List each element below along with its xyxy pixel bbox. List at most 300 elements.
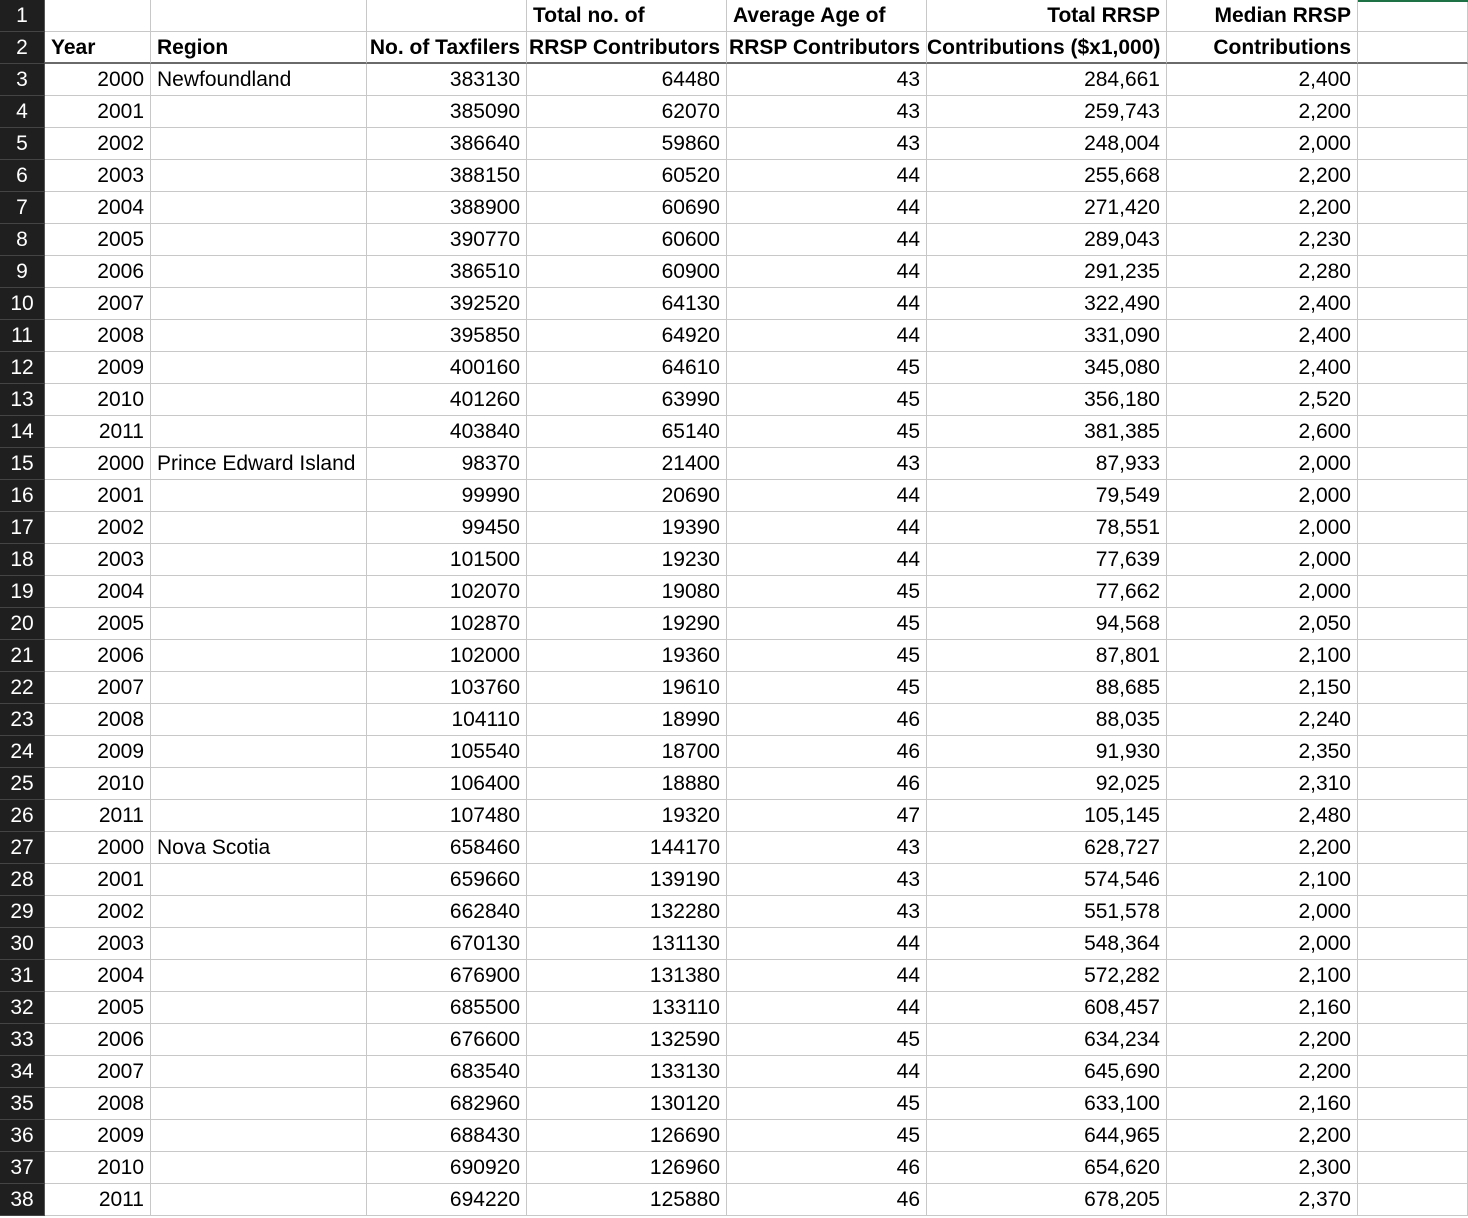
avg-age-cell[interactable]: 46 bbox=[727, 736, 927, 768]
region-cell[interactable] bbox=[151, 384, 367, 416]
total-contributions-cell[interactable]: 331,090 bbox=[927, 320, 1167, 352]
region-cell[interactable] bbox=[151, 992, 367, 1024]
region-cell[interactable] bbox=[151, 704, 367, 736]
avg-age-cell[interactable]: 44 bbox=[727, 960, 927, 992]
row-header[interactable]: 7 bbox=[0, 192, 45, 224]
median-contribution-cell[interactable]: 2,300 bbox=[1167, 1152, 1358, 1184]
header-total-rrsp-top[interactable]: Total RRSP bbox=[927, 0, 1167, 32]
avg-age-cell[interactable]: 44 bbox=[727, 928, 927, 960]
avg-age-cell[interactable]: 45 bbox=[727, 352, 927, 384]
region-cell[interactable] bbox=[151, 416, 367, 448]
total-contributions-cell[interactable]: 645,690 bbox=[927, 1056, 1167, 1088]
total-contributions-cell[interactable]: 345,080 bbox=[927, 352, 1167, 384]
year-cell[interactable]: 2008 bbox=[45, 1088, 151, 1120]
taxfilers-cell[interactable]: 683540 bbox=[367, 1056, 527, 1088]
taxfilers-cell[interactable]: 685500 bbox=[367, 992, 527, 1024]
cell[interactable] bbox=[1358, 1056, 1468, 1088]
total-contributions-cell[interactable]: 644,965 bbox=[927, 1120, 1167, 1152]
total-contributions-cell[interactable]: 255,668 bbox=[927, 160, 1167, 192]
taxfilers-cell[interactable]: 107480 bbox=[367, 800, 527, 832]
contributors-cell[interactable]: 21400 bbox=[527, 448, 727, 480]
year-cell[interactable]: 2006 bbox=[45, 1024, 151, 1056]
median-contribution-cell[interactable]: 2,480 bbox=[1167, 800, 1358, 832]
contributors-cell[interactable]: 19290 bbox=[527, 608, 727, 640]
cell[interactable] bbox=[1358, 800, 1468, 832]
median-contribution-cell[interactable]: 2,100 bbox=[1167, 864, 1358, 896]
cell[interactable] bbox=[1358, 1120, 1468, 1152]
year-cell[interactable]: 2007 bbox=[45, 672, 151, 704]
contributors-cell[interactable]: 19080 bbox=[527, 576, 727, 608]
contributors-cell[interactable]: 131130 bbox=[527, 928, 727, 960]
avg-age-cell[interactable]: 45 bbox=[727, 608, 927, 640]
contributors-cell[interactable]: 144170 bbox=[527, 832, 727, 864]
total-contributions-cell[interactable]: 289,043 bbox=[927, 224, 1167, 256]
taxfilers-cell[interactable]: 682960 bbox=[367, 1088, 527, 1120]
cell[interactable] bbox=[1358, 480, 1468, 512]
cell[interactable] bbox=[1358, 640, 1468, 672]
total-contributions-cell[interactable]: 574,546 bbox=[927, 864, 1167, 896]
median-contribution-cell[interactable]: 2,400 bbox=[1167, 320, 1358, 352]
cell[interactable] bbox=[1358, 224, 1468, 256]
cell[interactable] bbox=[367, 0, 527, 32]
contributors-cell[interactable]: 130120 bbox=[527, 1088, 727, 1120]
taxfilers-cell[interactable]: 106400 bbox=[367, 768, 527, 800]
row-header[interactable]: 30 bbox=[0, 928, 45, 960]
median-contribution-cell[interactable]: 2,000 bbox=[1167, 928, 1358, 960]
cell[interactable] bbox=[1358, 736, 1468, 768]
year-cell[interactable]: 2002 bbox=[45, 896, 151, 928]
total-contributions-cell[interactable]: 678,205 bbox=[927, 1184, 1167, 1216]
median-contribution-cell[interactable]: 2,230 bbox=[1167, 224, 1358, 256]
total-contributions-cell[interactable]: 608,457 bbox=[927, 992, 1167, 1024]
row-header[interactable]: 33 bbox=[0, 1024, 45, 1056]
cell[interactable] bbox=[1358, 128, 1468, 160]
header-total-contributors-top[interactable]: Total no. of bbox=[527, 0, 727, 32]
cell[interactable] bbox=[1358, 896, 1468, 928]
median-contribution-cell[interactable]: 2,000 bbox=[1167, 480, 1358, 512]
contributors-cell[interactable]: 59860 bbox=[527, 128, 727, 160]
year-cell[interactable]: 2004 bbox=[45, 960, 151, 992]
year-cell[interactable]: 2011 bbox=[45, 416, 151, 448]
header-median-rrsp-top[interactable]: Median RRSP bbox=[1167, 0, 1358, 32]
row-header[interactable]: 3 bbox=[0, 64, 45, 96]
total-contributions-cell[interactable]: 271,420 bbox=[927, 192, 1167, 224]
cell[interactable] bbox=[1358, 864, 1468, 896]
avg-age-cell[interactable]: 44 bbox=[727, 224, 927, 256]
region-cell[interactable] bbox=[151, 160, 367, 192]
contributors-cell[interactable]: 20690 bbox=[527, 480, 727, 512]
total-contributions-cell[interactable]: 248,004 bbox=[927, 128, 1167, 160]
contributors-cell[interactable]: 133110 bbox=[527, 992, 727, 1024]
median-contribution-cell[interactable]: 2,000 bbox=[1167, 896, 1358, 928]
header-avg-age[interactable]: RRSP Contributors bbox=[727, 32, 927, 64]
taxfilers-cell[interactable]: 383130 bbox=[367, 64, 527, 96]
taxfilers-cell[interactable]: 105540 bbox=[367, 736, 527, 768]
taxfilers-cell[interactable]: 676900 bbox=[367, 960, 527, 992]
avg-age-cell[interactable]: 44 bbox=[727, 480, 927, 512]
avg-age-cell[interactable]: 45 bbox=[727, 1088, 927, 1120]
contributors-cell[interactable]: 131380 bbox=[527, 960, 727, 992]
header-median-rrsp[interactable]: Contributions bbox=[1167, 32, 1358, 64]
median-contribution-cell[interactable]: 2,000 bbox=[1167, 128, 1358, 160]
cell[interactable] bbox=[1358, 1024, 1468, 1056]
total-contributions-cell[interactable]: 628,727 bbox=[927, 832, 1167, 864]
median-contribution-cell[interactable]: 2,050 bbox=[1167, 608, 1358, 640]
contributors-cell[interactable]: 18700 bbox=[527, 736, 727, 768]
avg-age-cell[interactable]: 44 bbox=[727, 512, 927, 544]
total-contributions-cell[interactable]: 77,662 bbox=[927, 576, 1167, 608]
region-cell[interactable] bbox=[151, 768, 367, 800]
row-header[interactable]: 8 bbox=[0, 224, 45, 256]
header-total-contributors[interactable]: RRSP Contributors bbox=[527, 32, 727, 64]
cell[interactable] bbox=[1358, 544, 1468, 576]
row-header[interactable]: 29 bbox=[0, 896, 45, 928]
avg-age-cell[interactable]: 47 bbox=[727, 800, 927, 832]
region-cell[interactable] bbox=[151, 1088, 367, 1120]
year-cell[interactable]: 2006 bbox=[45, 640, 151, 672]
median-contribution-cell[interactable]: 2,240 bbox=[1167, 704, 1358, 736]
total-contributions-cell[interactable]: 548,364 bbox=[927, 928, 1167, 960]
cell[interactable] bbox=[1358, 384, 1468, 416]
row-header[interactable]: 14 bbox=[0, 416, 45, 448]
median-contribution-cell[interactable]: 2,100 bbox=[1167, 960, 1358, 992]
taxfilers-cell[interactable]: 670130 bbox=[367, 928, 527, 960]
cell[interactable] bbox=[1358, 608, 1468, 640]
taxfilers-cell[interactable]: 101500 bbox=[367, 544, 527, 576]
cell[interactable] bbox=[1358, 416, 1468, 448]
row-header[interactable]: 16 bbox=[0, 480, 45, 512]
cell[interactable] bbox=[1358, 64, 1468, 96]
year-cell[interactable]: 2000 bbox=[45, 448, 151, 480]
contributors-cell[interactable]: 132590 bbox=[527, 1024, 727, 1056]
avg-age-cell[interactable]: 43 bbox=[727, 448, 927, 480]
region-cell[interactable] bbox=[151, 128, 367, 160]
cell[interactable] bbox=[45, 0, 151, 32]
cell[interactable] bbox=[1358, 704, 1468, 736]
total-contributions-cell[interactable]: 572,282 bbox=[927, 960, 1167, 992]
row-header[interactable]: 36 bbox=[0, 1120, 45, 1152]
row-header[interactable]: 28 bbox=[0, 864, 45, 896]
year-cell[interactable]: 2005 bbox=[45, 992, 151, 1024]
row-header[interactable]: 15 bbox=[0, 448, 45, 480]
median-contribution-cell[interactable]: 2,400 bbox=[1167, 352, 1358, 384]
year-cell[interactable]: 2003 bbox=[45, 160, 151, 192]
avg-age-cell[interactable]: 43 bbox=[727, 96, 927, 128]
taxfilers-cell[interactable]: 388150 bbox=[367, 160, 527, 192]
taxfilers-cell[interactable]: 403840 bbox=[367, 416, 527, 448]
contributors-cell[interactable]: 60900 bbox=[527, 256, 727, 288]
region-cell[interactable] bbox=[151, 1184, 367, 1216]
cell[interactable] bbox=[1358, 320, 1468, 352]
year-cell[interactable]: 2007 bbox=[45, 288, 151, 320]
avg-age-cell[interactable]: 43 bbox=[727, 864, 927, 896]
year-cell[interactable]: 2001 bbox=[45, 480, 151, 512]
region-cell[interactable] bbox=[151, 576, 367, 608]
median-contribution-cell[interactable]: 2,200 bbox=[1167, 160, 1358, 192]
avg-age-cell[interactable]: 45 bbox=[727, 672, 927, 704]
contributors-cell[interactable]: 132280 bbox=[527, 896, 727, 928]
header-avg-age-top[interactable]: Average Age of bbox=[727, 0, 927, 32]
row-header[interactable]: 22 bbox=[0, 672, 45, 704]
row-header[interactable]: 18 bbox=[0, 544, 45, 576]
median-contribution-cell[interactable]: 2,200 bbox=[1167, 1056, 1358, 1088]
header-taxfilers[interactable]: No. of Taxfilers bbox=[367, 32, 527, 64]
cell[interactable] bbox=[1358, 1152, 1468, 1184]
total-contributions-cell[interactable]: 88,685 bbox=[927, 672, 1167, 704]
taxfilers-cell[interactable]: 102070 bbox=[367, 576, 527, 608]
region-cell[interactable] bbox=[151, 1120, 367, 1152]
avg-age-cell[interactable]: 43 bbox=[727, 128, 927, 160]
contributors-cell[interactable]: 64610 bbox=[527, 352, 727, 384]
year-cell[interactable]: 2001 bbox=[45, 96, 151, 128]
total-contributions-cell[interactable]: 654,620 bbox=[927, 1152, 1167, 1184]
row-header[interactable]: 25 bbox=[0, 768, 45, 800]
taxfilers-cell[interactable]: 395850 bbox=[367, 320, 527, 352]
year-cell[interactable]: 2000 bbox=[45, 832, 151, 864]
year-cell[interactable]: 2010 bbox=[45, 768, 151, 800]
header-region[interactable]: Region bbox=[151, 32, 367, 64]
taxfilers-cell[interactable]: 385090 bbox=[367, 96, 527, 128]
contributors-cell[interactable]: 19320 bbox=[527, 800, 727, 832]
year-cell[interactable]: 2011 bbox=[45, 1184, 151, 1216]
total-contributions-cell[interactable]: 284,661 bbox=[927, 64, 1167, 96]
row-header[interactable]: 4 bbox=[0, 96, 45, 128]
region-cell[interactable] bbox=[151, 608, 367, 640]
taxfilers-cell[interactable]: 658460 bbox=[367, 832, 527, 864]
contributors-cell[interactable]: 125880 bbox=[527, 1184, 727, 1216]
median-contribution-cell[interactable]: 2,600 bbox=[1167, 416, 1358, 448]
year-cell[interactable]: 2003 bbox=[45, 544, 151, 576]
cell[interactable] bbox=[1358, 448, 1468, 480]
region-cell[interactable] bbox=[151, 480, 367, 512]
contributors-cell[interactable]: 19610 bbox=[527, 672, 727, 704]
cell[interactable] bbox=[1358, 256, 1468, 288]
row-header[interactable]: 6 bbox=[0, 160, 45, 192]
median-contribution-cell[interactable]: 2,160 bbox=[1167, 992, 1358, 1024]
region-cell[interactable]: Prince Edward Island bbox=[151, 448, 367, 480]
region-cell[interactable] bbox=[151, 192, 367, 224]
contributors-cell[interactable]: 19230 bbox=[527, 544, 727, 576]
total-contributions-cell[interactable]: 78,551 bbox=[927, 512, 1167, 544]
avg-age-cell[interactable]: 46 bbox=[727, 1184, 927, 1216]
row-header[interactable]: 26 bbox=[0, 800, 45, 832]
avg-age-cell[interactable]: 46 bbox=[727, 768, 927, 800]
region-cell[interactable] bbox=[151, 320, 367, 352]
avg-age-cell[interactable]: 43 bbox=[727, 832, 927, 864]
median-contribution-cell[interactable]: 2,100 bbox=[1167, 640, 1358, 672]
contributors-cell[interactable]: 19390 bbox=[527, 512, 727, 544]
region-cell[interactable] bbox=[151, 640, 367, 672]
total-contributions-cell[interactable]: 105,145 bbox=[927, 800, 1167, 832]
region-cell[interactable] bbox=[151, 256, 367, 288]
year-cell[interactable]: 2011 bbox=[45, 800, 151, 832]
year-cell[interactable]: 2009 bbox=[45, 1120, 151, 1152]
year-cell[interactable]: 2004 bbox=[45, 192, 151, 224]
row-header[interactable]: 24 bbox=[0, 736, 45, 768]
row-header[interactable]: 11 bbox=[0, 320, 45, 352]
contributors-cell[interactable]: 126960 bbox=[527, 1152, 727, 1184]
taxfilers-cell[interactable]: 102000 bbox=[367, 640, 527, 672]
region-cell[interactable] bbox=[151, 864, 367, 896]
year-cell[interactable]: 2005 bbox=[45, 224, 151, 256]
median-contribution-cell[interactable]: 2,310 bbox=[1167, 768, 1358, 800]
taxfilers-cell[interactable]: 390770 bbox=[367, 224, 527, 256]
avg-age-cell[interactable]: 44 bbox=[727, 160, 927, 192]
cell[interactable] bbox=[1358, 960, 1468, 992]
taxfilers-cell[interactable]: 386510 bbox=[367, 256, 527, 288]
region-cell[interactable] bbox=[151, 288, 367, 320]
contributors-cell[interactable]: 18880 bbox=[527, 768, 727, 800]
year-cell[interactable]: 2009 bbox=[45, 352, 151, 384]
median-contribution-cell[interactable]: 2,200 bbox=[1167, 1024, 1358, 1056]
median-contribution-cell[interactable]: 2,280 bbox=[1167, 256, 1358, 288]
region-cell[interactable] bbox=[151, 512, 367, 544]
cell[interactable] bbox=[1358, 96, 1468, 128]
cell[interactable] bbox=[1358, 576, 1468, 608]
taxfilers-cell[interactable]: 676600 bbox=[367, 1024, 527, 1056]
year-cell[interactable]: 2008 bbox=[45, 704, 151, 736]
header-year[interactable]: Year bbox=[45, 32, 151, 64]
cell[interactable] bbox=[1358, 192, 1468, 224]
cell[interactable] bbox=[1358, 928, 1468, 960]
median-contribution-cell[interactable]: 2,200 bbox=[1167, 96, 1358, 128]
taxfilers-cell[interactable]: 662840 bbox=[367, 896, 527, 928]
total-contributions-cell[interactable]: 634,234 bbox=[927, 1024, 1167, 1056]
row-header[interactable]: 34 bbox=[0, 1056, 45, 1088]
contributors-cell[interactable]: 60520 bbox=[527, 160, 727, 192]
total-contributions-cell[interactable]: 551,578 bbox=[927, 896, 1167, 928]
cell[interactable] bbox=[151, 0, 367, 32]
header-total-rrsp[interactable]: Contributions ($x1,000) bbox=[927, 32, 1167, 64]
region-cell[interactable] bbox=[151, 1152, 367, 1184]
cell[interactable] bbox=[1358, 288, 1468, 320]
avg-age-cell[interactable]: 44 bbox=[727, 992, 927, 1024]
region-cell[interactable] bbox=[151, 672, 367, 704]
year-cell[interactable]: 2008 bbox=[45, 320, 151, 352]
median-contribution-cell[interactable]: 2,000 bbox=[1167, 512, 1358, 544]
cell[interactable] bbox=[1358, 672, 1468, 704]
year-cell[interactable]: 2003 bbox=[45, 928, 151, 960]
region-cell[interactable] bbox=[151, 960, 367, 992]
region-cell[interactable] bbox=[151, 96, 367, 128]
row-header[interactable]: 13 bbox=[0, 384, 45, 416]
total-contributions-cell[interactable]: 381,385 bbox=[927, 416, 1167, 448]
year-cell[interactable]: 2002 bbox=[45, 512, 151, 544]
avg-age-cell[interactable]: 43 bbox=[727, 64, 927, 96]
taxfilers-cell[interactable]: 400160 bbox=[367, 352, 527, 384]
contributors-cell[interactable]: 64920 bbox=[527, 320, 727, 352]
total-contributions-cell[interactable]: 91,930 bbox=[927, 736, 1167, 768]
row-header[interactable]: 31 bbox=[0, 960, 45, 992]
avg-age-cell[interactable]: 44 bbox=[727, 256, 927, 288]
taxfilers-cell[interactable]: 392520 bbox=[367, 288, 527, 320]
year-cell[interactable]: 2004 bbox=[45, 576, 151, 608]
contributors-cell[interactable]: 18990 bbox=[527, 704, 727, 736]
contributors-cell[interactable]: 62070 bbox=[527, 96, 727, 128]
total-contributions-cell[interactable]: 633,100 bbox=[927, 1088, 1167, 1120]
region-cell[interactable]: Nova Scotia bbox=[151, 832, 367, 864]
median-contribution-cell[interactable]: 2,200 bbox=[1167, 832, 1358, 864]
row-header[interactable]: 10 bbox=[0, 288, 45, 320]
median-contribution-cell[interactable]: 2,150 bbox=[1167, 672, 1358, 704]
year-cell[interactable]: 2001 bbox=[45, 864, 151, 896]
median-contribution-cell[interactable]: 2,000 bbox=[1167, 448, 1358, 480]
taxfilers-cell[interactable]: 688430 bbox=[367, 1120, 527, 1152]
region-cell[interactable] bbox=[151, 1024, 367, 1056]
median-contribution-cell[interactable]: 2,400 bbox=[1167, 64, 1358, 96]
row-header[interactable]: 17 bbox=[0, 512, 45, 544]
avg-age-cell[interactable]: 43 bbox=[727, 896, 927, 928]
year-cell[interactable]: 2005 bbox=[45, 608, 151, 640]
avg-age-cell[interactable]: 44 bbox=[727, 320, 927, 352]
year-cell[interactable]: 2010 bbox=[45, 1152, 151, 1184]
contributors-cell[interactable]: 126690 bbox=[527, 1120, 727, 1152]
year-cell[interactable]: 2002 bbox=[45, 128, 151, 160]
avg-age-cell[interactable]: 44 bbox=[727, 192, 927, 224]
median-contribution-cell[interactable]: 2,000 bbox=[1167, 576, 1358, 608]
total-contributions-cell[interactable]: 322,490 bbox=[927, 288, 1167, 320]
total-contributions-cell[interactable]: 87,801 bbox=[927, 640, 1167, 672]
total-contributions-cell[interactable]: 88,035 bbox=[927, 704, 1167, 736]
contributors-cell[interactable]: 64130 bbox=[527, 288, 727, 320]
avg-age-cell[interactable]: 44 bbox=[727, 288, 927, 320]
cell[interactable] bbox=[1358, 352, 1468, 384]
region-cell[interactable] bbox=[151, 800, 367, 832]
row-header[interactable]: 12 bbox=[0, 352, 45, 384]
avg-age-cell[interactable]: 45 bbox=[727, 384, 927, 416]
region-cell[interactable] bbox=[151, 736, 367, 768]
taxfilers-cell[interactable]: 690920 bbox=[367, 1152, 527, 1184]
avg-age-cell[interactable]: 45 bbox=[727, 640, 927, 672]
row-header[interactable]: 23 bbox=[0, 704, 45, 736]
contributors-cell[interactable]: 139190 bbox=[527, 864, 727, 896]
row-header[interactable]: 38 bbox=[0, 1184, 45, 1216]
contributors-cell[interactable]: 19360 bbox=[527, 640, 727, 672]
row-header[interactable]: 1 bbox=[0, 0, 45, 32]
contributors-cell[interactable]: 133130 bbox=[527, 1056, 727, 1088]
median-contribution-cell[interactable]: 2,160 bbox=[1167, 1088, 1358, 1120]
avg-age-cell[interactable]: 45 bbox=[727, 1120, 927, 1152]
row-header[interactable]: 32 bbox=[0, 992, 45, 1024]
row-header[interactable]: 37 bbox=[0, 1152, 45, 1184]
row-header[interactable]: 20 bbox=[0, 608, 45, 640]
region-cell[interactable] bbox=[151, 224, 367, 256]
year-cell[interactable]: 2006 bbox=[45, 256, 151, 288]
median-contribution-cell[interactable]: 2,350 bbox=[1167, 736, 1358, 768]
cell[interactable] bbox=[1358, 1088, 1468, 1120]
taxfilers-cell[interactable]: 103760 bbox=[367, 672, 527, 704]
year-cell[interactable]: 2009 bbox=[45, 736, 151, 768]
taxfilers-cell[interactable]: 102870 bbox=[367, 608, 527, 640]
median-contribution-cell[interactable]: 2,400 bbox=[1167, 288, 1358, 320]
region-cell[interactable] bbox=[151, 544, 367, 576]
median-contribution-cell[interactable]: 2,000 bbox=[1167, 544, 1358, 576]
taxfilers-cell[interactable]: 388900 bbox=[367, 192, 527, 224]
contributors-cell[interactable]: 63990 bbox=[527, 384, 727, 416]
total-contributions-cell[interactable]: 87,933 bbox=[927, 448, 1167, 480]
cell[interactable] bbox=[1358, 832, 1468, 864]
avg-age-cell[interactable]: 44 bbox=[727, 1056, 927, 1088]
median-contribution-cell[interactable]: 2,200 bbox=[1167, 1120, 1358, 1152]
taxfilers-cell[interactable]: 401260 bbox=[367, 384, 527, 416]
avg-age-cell[interactable]: 44 bbox=[727, 544, 927, 576]
taxfilers-cell[interactable]: 659660 bbox=[367, 864, 527, 896]
region-cell[interactable] bbox=[151, 1056, 367, 1088]
contributors-cell[interactable]: 65140 bbox=[527, 416, 727, 448]
cell[interactable] bbox=[1358, 768, 1468, 800]
region-cell[interactable] bbox=[151, 928, 367, 960]
row-header[interactable]: 19 bbox=[0, 576, 45, 608]
